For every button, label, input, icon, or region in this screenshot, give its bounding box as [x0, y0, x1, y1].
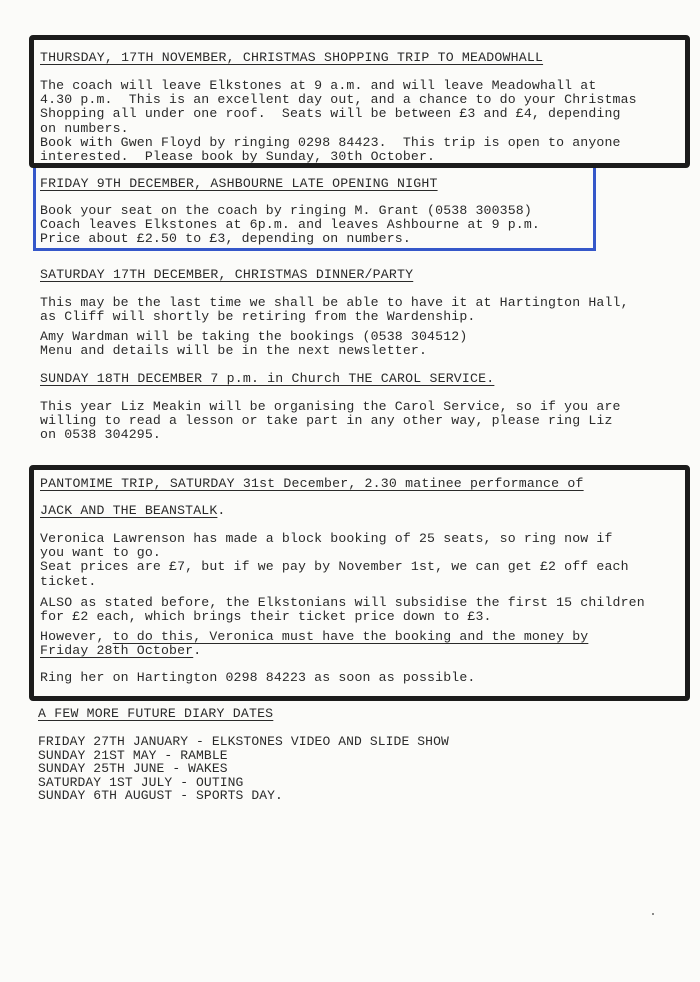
deadline-underlined-1: to do this, Veronica must have the booking and the money by [112, 629, 589, 644]
pantomime-ring: Ring her on Hartington 0298 84223 as soon as possible. [40, 670, 476, 685]
ink-speck [652, 913, 654, 915]
text-line: Coach leaves Elkstones at 6p.m. and leaves Ashbourne at 9 p.m. [40, 217, 540, 233]
diary-item: SUNDAY 21ST MAY - RAMBLE [38, 747, 228, 763]
text-line [40, 644, 588, 658]
text-line: on numbers. [40, 120, 129, 136]
diary-heading: A FEW MORE FUTURE DIARY DATES [38, 706, 274, 721]
text-line: Veronica Lawrenson has made a block booking of 25 seats, so ring now if [40, 531, 613, 546]
deadline-underlined-2: Friday 28th October [40, 643, 194, 659]
ashbourne-heading: FRIDAY 9TH DECEMBER, ASHBOURNE LATE OPENING NIGHT [40, 176, 438, 191]
shopping-trip-heading: THURSDAY, 17TH NOVEMBER, CHRISTMAS SHOPPING TRIP TO MEADOWHALL [40, 50, 544, 65]
dinner-body-2 [40, 330, 467, 358]
pantomime-title-text: JACK AND THE BEANSTALK [40, 503, 218, 518]
text-line: as Cliff will shortly be retiring from the Wardenship. [40, 309, 476, 325]
text-line [40, 630, 588, 644]
text-line: Amy Wardman will be taking the bookings (0538 304512) [40, 329, 468, 344]
text-line: This year Liz Meakin will be organising the Carol Service, so if you are [40, 399, 621, 414]
text-line: 4.30 p.m. This is an excellent day out, and a chance to do your Christmas [40, 92, 637, 108]
text-line: on 0538 304295. [40, 427, 161, 443]
deadline-period: . [193, 643, 202, 659]
ashbourne-body [40, 204, 540, 247]
pantomime-title [40, 504, 225, 518]
text-line: for £2 each, which brings their ticket price down to £3. [40, 609, 492, 625]
diary-item: FRIDAY 27TH JANUARY - ELKSTONES VIDEO AND SLIDE SHOW [38, 734, 449, 749]
text-line: The coach will leave Elkstones at 9 a.m. and will leave Meadowhall at [40, 78, 597, 93]
pantomime-body-1 [40, 532, 629, 589]
pantomime-title-period: . [217, 503, 226, 518]
pantomime-body-3 [40, 630, 588, 658]
shopping-trip-body [40, 79, 637, 164]
however-prefix: However, [40, 629, 113, 644]
text-line: interested. Please book by Sunday, 30th October. [40, 149, 436, 165]
text-line: Seat prices are £7, but if we pay by November 1st, we can get £2 off each [40, 559, 629, 575]
text-line: Book with Gwen Floyd by ringing 0298 84423. This trip is open to anyone [40, 134, 621, 150]
carol-heading: SUNDAY 18TH DECEMBER 7 p.m. in Church THE CAROL SERVICE. [40, 371, 495, 386]
pantomime-body-2 [40, 596, 645, 624]
diary-item: SUNDAY 6TH AUGUST - SPORTS DAY. [38, 788, 283, 803]
text-line: Menu and details will be in the next newsletter. [40, 343, 428, 359]
text-line: ticket. [40, 573, 97, 589]
diary-item: SATURDAY 1ST JULY - OUTING [38, 774, 244, 790]
text-line: willing to read a lesson or take part in any other way, please ring Liz [40, 413, 613, 429]
text-line: ALSO as stated before, the Elkstonians will subsidise the first 15 children [40, 595, 645, 610]
dinner-heading: SATURDAY 17TH DECEMBER, CHRISTMAS DINNER/PARTY [40, 267, 414, 282]
pantomime-heading: PANTOMIME TRIP, SATURDAY 31st December, 2.30 matinee performance of [40, 476, 584, 491]
text-line: Book your seat on the coach by ringing M. Grant (0538 300358) [40, 203, 532, 218]
text-line: Shopping all under one roof. Seats will be between £3 and £4, depending [40, 106, 621, 122]
text-line: Price about £2.50 to £3, depending on numbers. [40, 231, 411, 247]
text-line: This may be the last time we shall be able to have it at Hartington Hall, [40, 295, 629, 310]
dinner-body-1 [40, 296, 629, 324]
diary-list [38, 735, 449, 803]
carol-body [40, 400, 621, 443]
diary-item: SUNDAY 25TH JUNE - WAKES [38, 761, 228, 776]
text-line: you want to go. [40, 545, 161, 561]
